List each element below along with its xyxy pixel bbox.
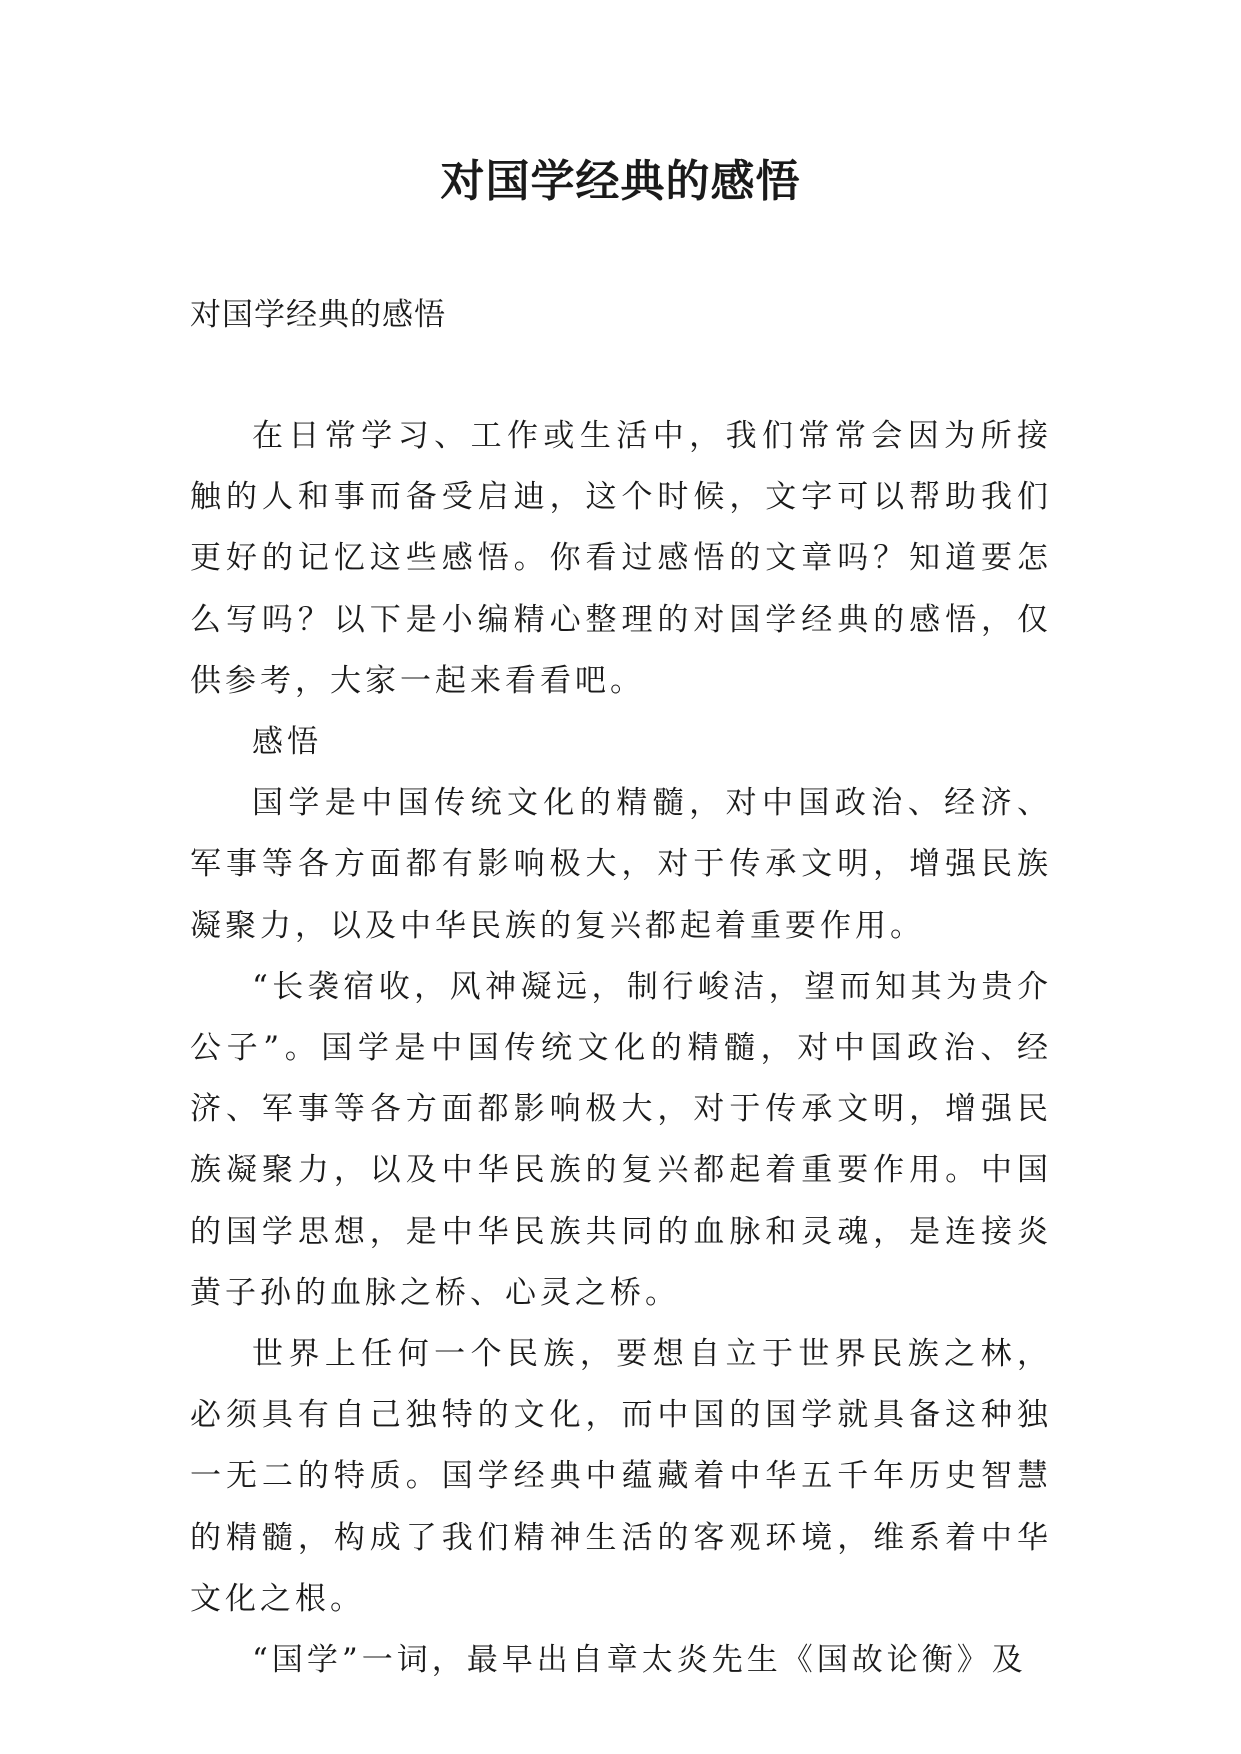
document-title: 对国学经典的感悟 xyxy=(440,156,801,207)
paragraph-heading: 感悟 xyxy=(252,724,322,761)
document-body xyxy=(190,406,1052,1691)
paragraph: 世界上任何一个民族，要想自立于世界民族之林，必须具有自己独特的文化，而中国的国学就具备这种独一无二的特质。国学经典中蕴藏着中华五千年历史智慧的精髓，构成了我们精神生活的客观环境，维系着中华文化之根。 xyxy=(190,1336,1052,1617)
document-subtitle: 对国学经典的感悟 xyxy=(190,297,446,333)
paragraph: 国学是中国传统文化的精髓，对中国政治、经济、军事等各方面都有影响极大，对于传承文明，增强民族凝聚力，以及中华民族的复兴都起着重要作用。 xyxy=(190,785,1052,944)
paragraph: “国学”一词，最早出自章太炎先生《国故论衡》及 xyxy=(252,1642,1027,1679)
paragraph: “长袭宿收，风神凝远，制行峻洁，望而知其为贵介公子”。国学是中国传统文化的精髓，对中国政治、经济、军事等各方面都影响极大，对于传承文明，增强民族凝聚力，以及中华民族的复兴都起着重要作用。中国的国学思想，是中华民族共同的血脉和灵魂，是连接炎黄子孙的血脉之桥、心灵之桥。 xyxy=(190,968,1052,1311)
paragraph-intro: 在日常学习、工作或生活中，我们常常会因为所接触的人和事而备受启迪，这个时候，文字可以帮助我们更好的记忆这些感悟。你看过感悟的文章吗？知道要怎么写吗？以下是小编精心整理的对国学经典的感悟，仅供参考，大家一起来看看吧。 xyxy=(190,418,1052,699)
